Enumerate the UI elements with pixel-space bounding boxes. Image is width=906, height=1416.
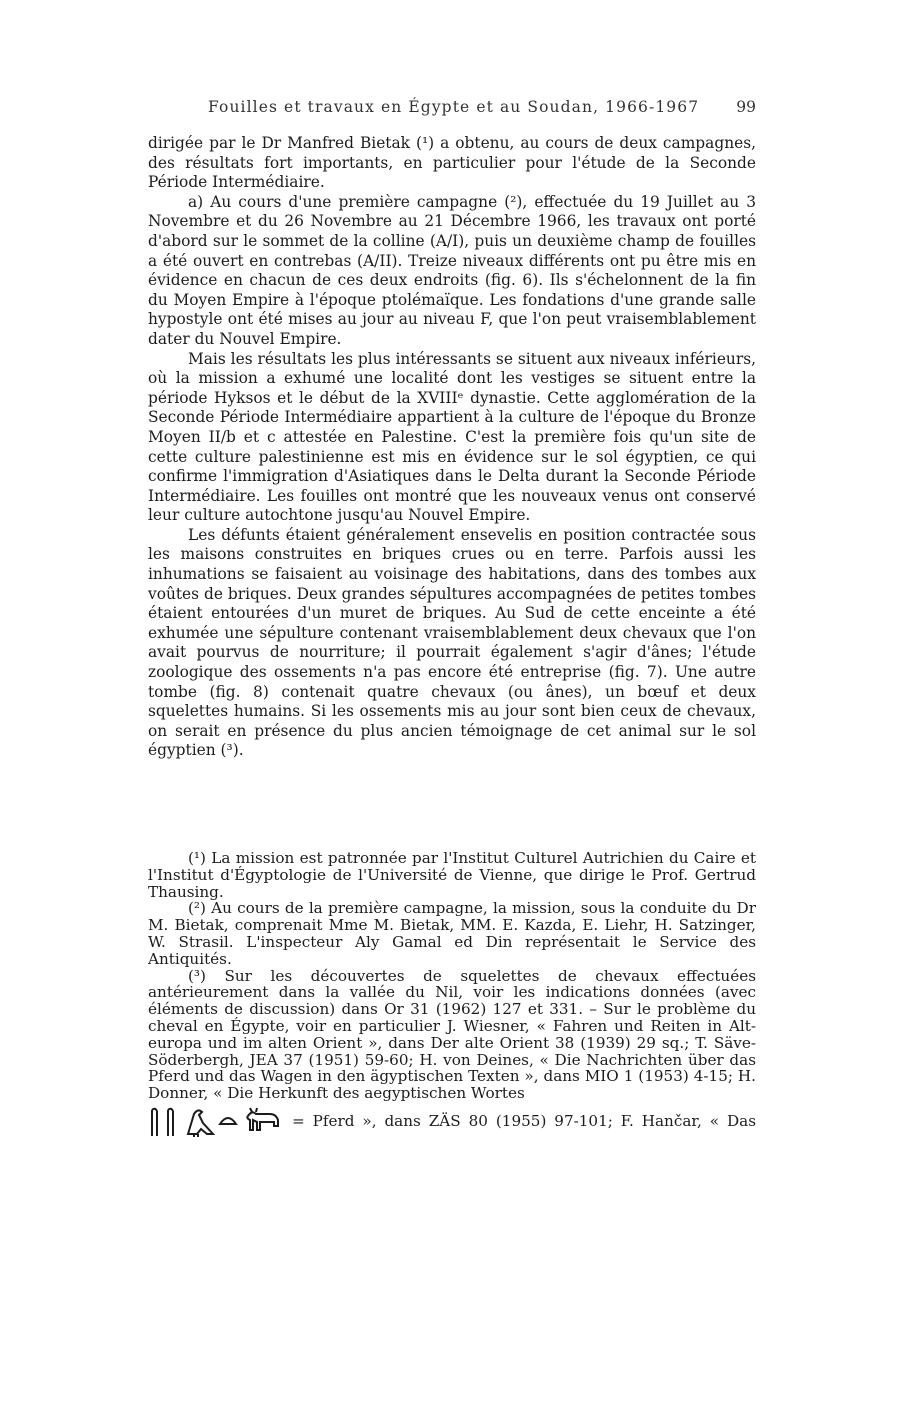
paragraph: dirigée par le Dr Manfred Bietak (¹) a obtenu, au cours de deux campagnes, des résultats fort importants, en particulier pour l'étude de la Seconde Période Intermédiaire.: [148, 134, 756, 192]
footnote-continuation: = Pferd », dans ZÄS 80 (1955) 97-101; F. Hančar, « Das: [292, 1111, 756, 1130]
running-header: [148, 98, 756, 122]
paragraph: Les défunts étaient généralement ensevelis en position contractée sous les maisons construites en briques crues ou en terre. Parfois aussi les inhumations se faisaient au voisinage des habitations, dans des tombes aux voûtes de briques. Deux grandes sépultures accompagnées de petites tombes étaient entourées d'un muret de briques. Au Sud de cette enceinte a été exhumée une sépulture contenant vraisemblablement deux chevaux que l'on avait pourvus de nourriture; il pourrait également s'agir d'ânes; l'étude zoologique des ossements n'a pas encore été entreprise (fig. 7). Une autre tombe (fig. 8) contenait quatre chevaux (ou ânes), un bœuf et deux squelettes humains. Si les ossements mis au jour sont bien ceux de chevaux, on serait en présence du plus ancien témoignage de cet animal sur le sol égyptien (³).: [148, 525, 756, 760]
main-text: [148, 134, 756, 761]
footnote-hieroglyph-line: [148, 1104, 756, 1138]
page-number: 99: [736, 98, 756, 116]
paragraph: a) Au cours d'une première campagne (²), effectuée du 19 Juillet au 3 Novembre et du 26 Novembre au 21 Décembre 1966, les travaux ont porté d'abord sur le sommet de la colline (A/I), puis un deuxième champ de fouilles a été ouvert en contrebas (A/II). Treize niveaux différents ont pu être mis en évidence en chacun de ces deux endroits (fig. 6). Ils s'échelonnent de la fin du Moyen Empire à l'époque ptolémaïque. Les fondations d'une grande salle hypostyle ont été mises au jour au niveau F, que l'on peut vraisemblablement dater du Nouvel Empire.: [148, 192, 756, 348]
hieroglyphic-word-horse-icon: [148, 1104, 286, 1138]
paragraph: Mais les résultats les plus intéressants se situent aux niveaux inférieurs, où la mission a exhumé une localité dont les vestiges se situent entre la période Hyksos et le début de la XVIIIᵉ dynastie. Cette agglomération de la Seconde Période Intermédiaire appartient à la culture de l'époque du Bronze Moyen II/b et c attestée en Palestine. C'est la première fois qu'un site de cette culture palestinienne est mis en évidence sur le sol égyptien, ce qui confirme l'immigration d'Asiatiques dans le Delta durant la Seconde Période Intermédiaire. Les fouilles ont montré que les nouveaux venus ont conservé leur culture autochtone jusqu'au Nouvel Empire.: [148, 349, 756, 525]
footnotes: [148, 850, 756, 1138]
footnote: (²) Au cours de la première campagne, la mission, sous la conduite du Dr M. Bietak, comprenait Mme M. Bietak, MM. E. Kazda, E. Liehr, H. Satzinger, W. Strasil. L'inspecteur Aly Gamal ed Din représentait le Service des Antiquités.: [148, 899, 756, 968]
footnote: (¹) La mission est patronnée par l'Institut Culturel Autrichien du Caire et l'Institut d'Égyptologie de l'Université de Vienne, que dirige le Prof. Gertrud Thausing.: [148, 849, 756, 901]
footnote: (³) Sur les découvertes de squelettes de chevaux effectuées antérieurement dans la vallée du Nil, voir les indications données (avec éléments de discussion) dans Or 31 (1962) 127 et 331. – Sur le problème du cheval en Égypte, voir en particulier J. Wiesner, « Fahren und Reiten in Alt-europa und im alten Orient », dans Der alte Orient 38 (1939) 29 sq.; T. Säve-Söderbergh, JEA 37 (1951) 59-60; H. von Deines, « Die Nachrichten über das Pferd und das Wagen in den ägyptischen Texten », dans MIO 1 (1953) 4-15; H. Donner, « Die Herkunft des aegyptischen Wortes: [148, 966, 756, 1103]
running-title: Fouilles et travaux en Égypte et au Soudan, 1966-1967: [208, 98, 700, 116]
